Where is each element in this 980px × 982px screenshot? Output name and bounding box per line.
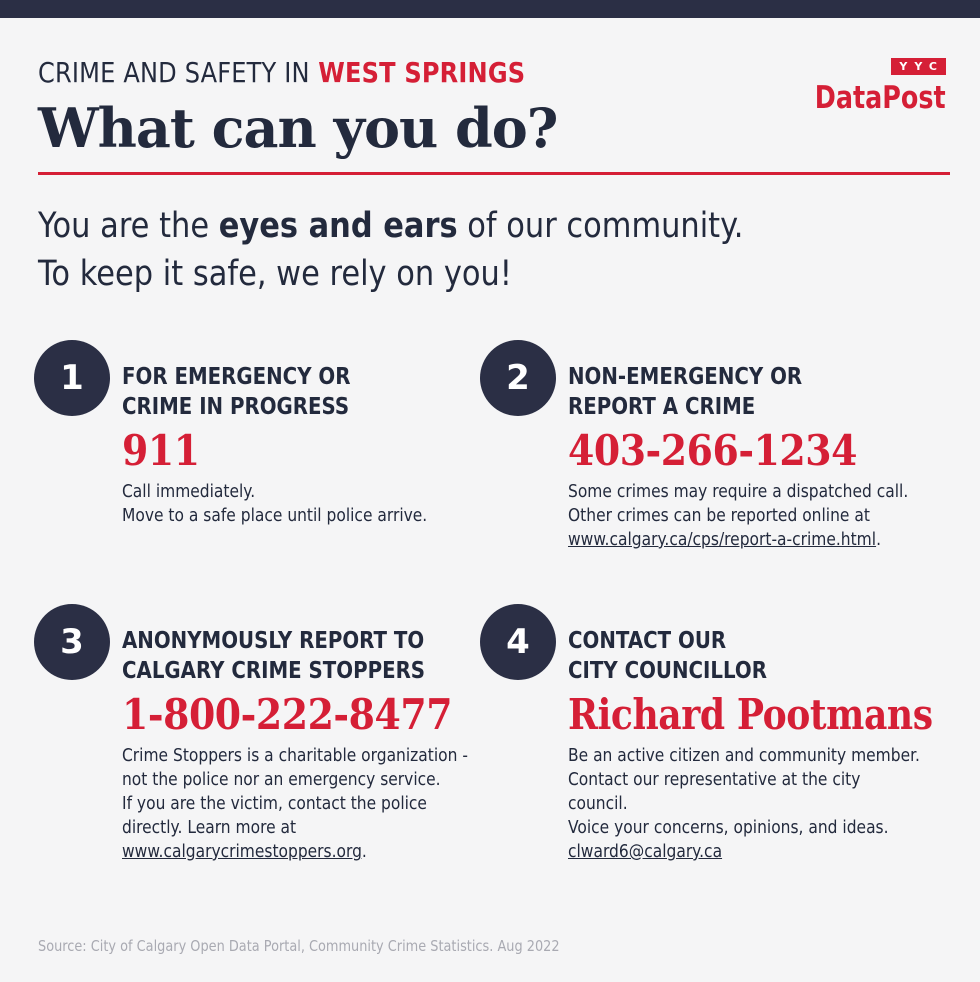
emergency-number: 911 <box>122 426 200 475</box>
step-body <box>122 480 483 528</box>
intro-line-2: To keep it safe, we rely on you! <box>38 254 513 294</box>
step-number-badge: 2 <box>480 340 556 416</box>
step-body-line: Voice your concerns, opinions, and ideas. <box>568 817 889 838</box>
step-body-line: Contact our representative at the city <box>568 769 861 790</box>
councillor-name: Richard Pootmans <box>568 690 933 739</box>
step-heading: NON-EMERGENCY OR REPORT A CRIME <box>568 364 803 420</box>
kicker-community: WEST SPRINGS <box>318 56 526 89</box>
non-emergency-number: 403-266-1234 <box>568 426 857 475</box>
step-heading: ANONYMOUSLY REPORT TO CALGARY CRIME STOPPERS <box>122 628 426 684</box>
source-note: Source: City of Calgary Open Data Portal, Community Crime Statistics. Aug 2022 <box>38 937 560 955</box>
step-body <box>568 744 946 864</box>
step-body <box>568 480 964 552</box>
title-divider <box>38 172 950 175</box>
step-body-link-line <box>122 840 500 864</box>
step-number-badge: 1 <box>34 340 110 416</box>
intro-line-1-pre: You are the <box>38 206 219 246</box>
logo-word: DataPost <box>815 80 946 116</box>
step-card-crime-stoppers <box>34 604 474 884</box>
intro-line-1 <box>38 202 908 250</box>
top-bar <box>0 0 980 18</box>
step-body <box>122 744 500 864</box>
report-crime-link[interactable]: www.calgary.ca/cps/report-a-crime.html <box>568 529 877 550</box>
step-body-line: Call immediately. <box>122 481 256 502</box>
step-body-line: not the police nor an emergency service. <box>122 769 441 790</box>
step-number-badge: 4 <box>480 604 556 680</box>
step-body-line: Be an active citizen and community member. <box>568 745 920 766</box>
step-card-councillor <box>480 604 970 884</box>
crime-stoppers-link[interactable]: www.calgarycrimestoppers.org <box>122 841 362 862</box>
intro-emphasis: eyes and ears <box>218 206 458 246</box>
page-title: What can you do? <box>38 96 558 160</box>
step-card-non-emergency <box>480 340 960 560</box>
kicker-prefix: CRIME AND SAFETY IN <box>38 56 310 89</box>
kicker <box>38 56 525 89</box>
step-body-line: Crime Stoppers is a charitable organization - <box>122 745 468 766</box>
step-body-link-line <box>568 840 946 864</box>
step-body-line: directly. Learn more at <box>122 817 297 838</box>
crime-stoppers-number: 1-800-222-8477 <box>122 690 453 739</box>
step-heading: FOR EMERGENCY OR CRIME IN PROGRESS <box>122 364 351 420</box>
link-suffix: . <box>361 841 367 862</box>
step-body-line: If you are the victim, contact the police <box>122 793 427 814</box>
step-number-badge: 3 <box>34 604 110 680</box>
step-body-line: Move to a safe place until police arrive. <box>122 505 428 526</box>
intro-line-1-post: of our community. <box>457 206 744 246</box>
step-body-line: Some crimes may require a dispatched call. <box>568 481 909 502</box>
step-body-link-line <box>568 528 964 552</box>
step-heading: CONTACT OUR CITY COUNCILLOR <box>568 628 767 684</box>
logo-tag: YYC <box>891 58 946 75</box>
step-body-line: Other crimes can be reported online at <box>568 505 870 526</box>
councillor-email-link[interactable]: clward6@calgary.ca <box>568 841 723 862</box>
link-suffix: . <box>876 529 881 550</box>
datapost-logo <box>816 58 946 118</box>
step-card-emergency <box>34 340 474 560</box>
intro-text <box>38 202 908 298</box>
step-body-line: council. <box>568 793 628 814</box>
